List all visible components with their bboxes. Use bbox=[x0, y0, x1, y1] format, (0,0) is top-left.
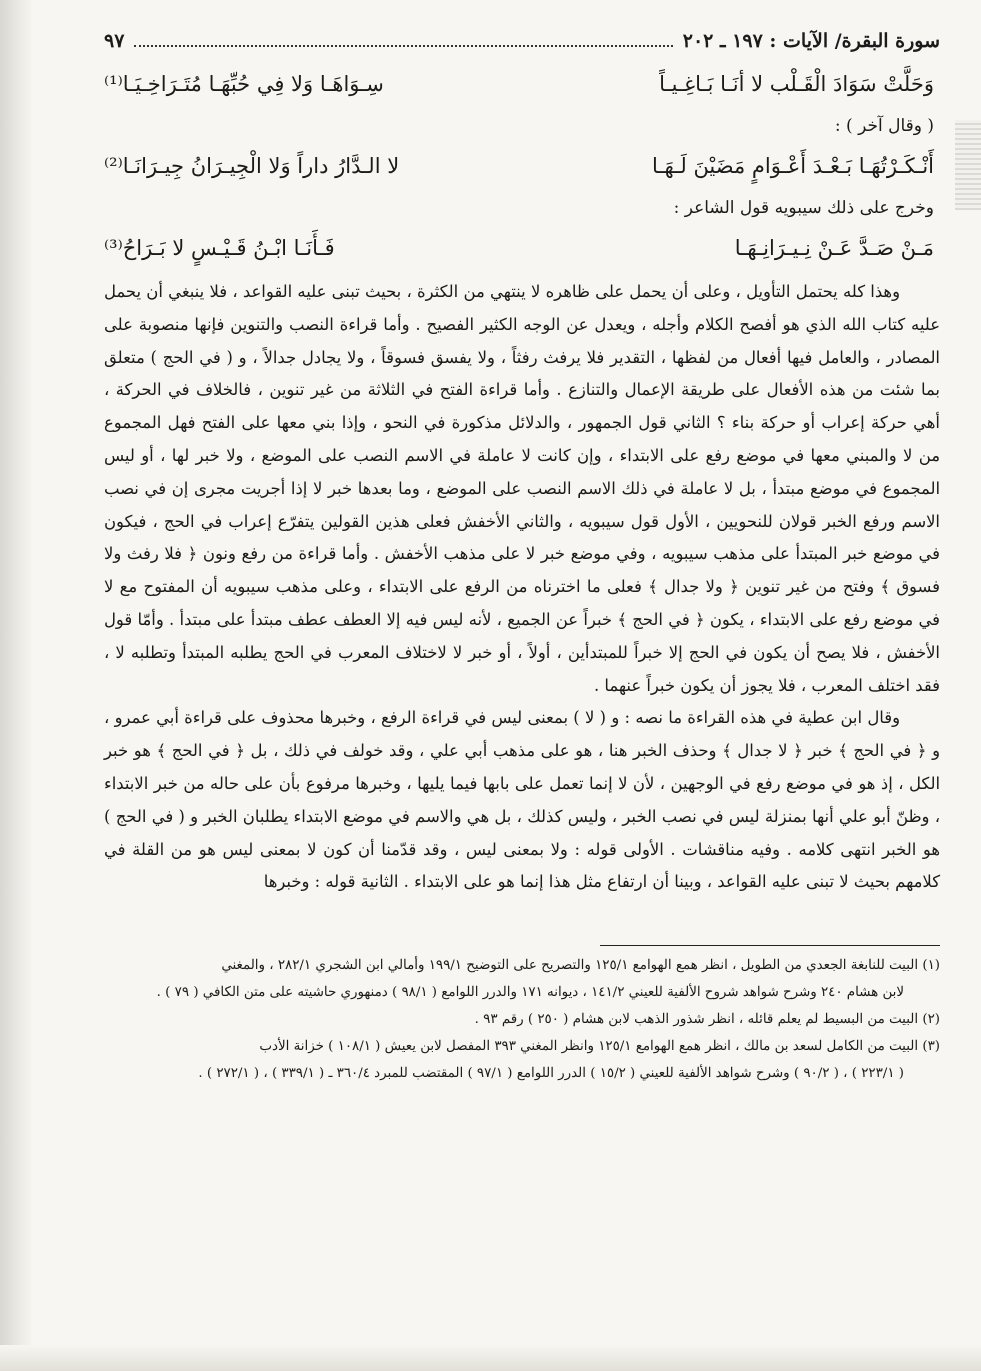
book-page bbox=[104, 30, 940, 1330]
verse-line-2 bbox=[104, 146, 940, 190]
footnote-number: (٢) bbox=[922, 1012, 940, 1028]
footnote-text: البيت من الكامل لسعد بن مالك ، انظر همع الهوامع ١٢٥/١ وانظر المغني ٣٩٣ المفصل لابن يعيش ( ١٠٨/١ ) خزانة الأدب bbox=[259, 1039, 919, 1055]
footnote-3 bbox=[104, 1033, 940, 1087]
verse-first-hemistich: وَحَلَّتْ سَوَادَ الْقَـلْب لا أنَـا بَـاغِـيـاً bbox=[659, 72, 934, 96]
header-dot-leader bbox=[134, 33, 672, 47]
verse-first-hemistich: أَنْـكَـرْتُهَـا بَـعْـدَ أَعْـوَامٍ مَضَيْنَ لَـهَـا bbox=[651, 154, 934, 178]
verse-first-hemistich: مَـنْ صَـدَّ عَـنْ نِـيـرَانِـهَـا bbox=[734, 236, 934, 260]
footnote-continuation: ( ٢٢٣/١ ) ، ( ٩٠/٢ ) وشرح شواهد الألفية للعيني ( ١٥/٢ ) الدرر اللوامع ( ٩٧/١ ) المقتضب للمبرد ٣٦٠/٤ ـ ( ٣٣٩/١ ) ، ( ٢٧٢/١ ) . bbox=[198, 1066, 904, 1082]
footnotes bbox=[104, 952, 940, 1087]
scan-edge-right bbox=[955, 120, 981, 210]
footnote-number: (١) bbox=[922, 958, 940, 974]
verse-line-1 bbox=[104, 64, 940, 108]
header-title: سورة البقرة/ الآيات : ١٩٧ ـ ٢٠٢ bbox=[682, 30, 940, 52]
verse-intro: ( وقال آخر ) : bbox=[834, 116, 934, 136]
footnote-separator bbox=[600, 945, 940, 946]
footnote-text: البيت للنابغة الجعدي من الطويل ، انظر همع الهوامع ١٢٥/١ والتصريح على التوضيح ١٩٩/١ وأمالي ابن الشجري ٢٨٢/١ ، والمغني bbox=[221, 958, 919, 974]
verse-second-hemistich: سِـوَاهَـا وَلا فِي حُبِّهَـا مُتَـرَاخِـيَـا⁽¹⁾ bbox=[104, 72, 384, 96]
page-number: ٩٧ bbox=[104, 30, 125, 52]
verse-intro: وخرج على ذلك سيبويه قول الشاعر : bbox=[673, 198, 934, 218]
footnote-text: البيت من البسيط لم يعلم قائله ، انظر شذور الذهب لابن هشام ( ٢٥٠ ) رقم ٩٣ . bbox=[474, 1012, 919, 1028]
running-header bbox=[104, 30, 940, 64]
footnote-2 bbox=[104, 1006, 940, 1033]
verse-second-hemistich: لا الـدَّارُ داراً وَلا الْجِيـرَانُ جِيـرَانَـا⁽²⁾ bbox=[104, 154, 400, 178]
scan-edge-left bbox=[0, 0, 34, 1371]
scan-edge-bottom bbox=[0, 1345, 981, 1371]
footnote-1 bbox=[104, 952, 940, 1006]
body-text bbox=[104, 276, 940, 899]
paragraph: وقال ابن عطية في هذه القراءة ما نصه : و ( لا ) بمعنى ليس في قراءة الرفع ، وخبرها محذوف على قراءة أبي عمرو ، و ﴿ في الحج ﴾ خبر ﴿ لا جدال ﴾ وحذف الخبر هنا ، هو على مذهب أبي علي ، وقد خولف في ذلك ، بل ﴿ في الحج ﴾ هو خبر الكل ، إذ هو في موضع رفع في الوجهين ، لأن لا إنما تعمل على بابها فيما يليها ، وخبرها مرفوع بأن على حاله من خبر الابتداء ، وظنّ أبو علي أنها بمنزلة ليس في نصب الخبر ، وليس كذلك ، بل هي والاسم في موضع الابتداء يطلبان الخبر و ( في الحج ) هو الخبر انتهى كلامه . وفيه مناقشات . الأولى قوله : ولا بمعنى ليس ، وقد قدّمنا أن كون لا بمعنى ليس هو من القلة في كلامهم بحيث لا تبنى عليه القواعد ، وبينا أن ارتفاع مثل هذا إنما هو على الابتداء . الثانية قوله : وخبرها bbox=[104, 708, 941, 892]
verse-second-hemistich: فَـأَنَـا ابْـنُ قَـيْـسٍ لا بَـرَاحُ⁽³⁾ bbox=[104, 236, 335, 260]
verse-line-3 bbox=[104, 228, 940, 272]
footnote-number: (٣) bbox=[922, 1039, 940, 1055]
paragraph: وهذا كله يحتمل التأويل ، وعلى أن يحمل على ظاهره لا ينتهي من الكثرة ، بحيث تبنى عليه القواعد ، فلا ينبغي أن يحمل عليه كتاب الله الذي هو أفصح الكلام وأجله ، ويعدل عن الوجه الكثير الفصيح . وأما قراءة النصب والتنوين فإنها منصوبة على المصادر ، والعامل فيها أفعال من لفظها ، التقدير فلا يرفث رفثاً ، ولا يفسق فسوقاً ، ولا يجادل جدالاً ، و ( في الحج ) متعلق بما شئت من هذه الأفعال على طريقة الإعمال والتنازع . وأما قراءة الفتح في الثلاثة من غير تنوين ، فالخلاف في الحركة ، أهي حركة إعراب أو حركة بناء ؟ الثاني قول الجمهور ، والدلائل مذكورة في النحو ، وإذا بني معها على الفتح فهل المجموع من لا والمبني معها في موضع رفع على الابتداء ، وإن كانت لا عاملة في الاسم النصب على الموضع ، ولا خبر لها ، أو ليس المجموع في موضع مبتدأ ، بل لا عاملة في ذلك الاسم النصب على الموضع ، وما بعدها خبر لا إذا أجريت مجرى إن في نصب الاسم ورفع الخبر قولان للنحويين ، الأول قول سيبويه ، والثاني الأخفش فعلى هذين القولين يتفرّع إعراب في الحج ، فيكون في موضع خبر المبتدأ على مذهب سيبويه ، وفي موضع خبر لا على مذهب الأخفش . وأما قراءة من رفع ونون ﴿ فلا رفث ولا فسوق ﴾ وفتح من غير تنوين ﴿ ولا جدال ﴾ فعلى ما اخترناه من الرفع على الابتداء ، وعلى مذهب سيبويه أن المفتوح مع لا في موضع رفع على الابتداء ، يكون ﴿ في الحج ﴾ خبراً عن الجميع ، لأنه ليس فيه إلا العطف عطف مبتدأ على مبتدأ . وأمّا قول الأخفش ، فلا يصح أن يكون في الحج إلا خبراً للمبتدأين ، أولاً ، أو خبر لا لاختلاف المعرب في الحج يطلبه المبتدأ وتطلبه لا ، فقد اختلف المعرب ، فلا يجوز أن يكون خبراً عنهما . bbox=[104, 282, 940, 695]
footnote-continuation: لابن هشام ٢٤٠ وشرح شواهد شروح الألفية للعيني ١٤١/٢ ، ديوانه ١٧١ والدرر اللوامع ( ٩٨/١ ) دمنهوري حاشيته على متن الكافي ( ٧٩ ) . bbox=[156, 985, 904, 1001]
